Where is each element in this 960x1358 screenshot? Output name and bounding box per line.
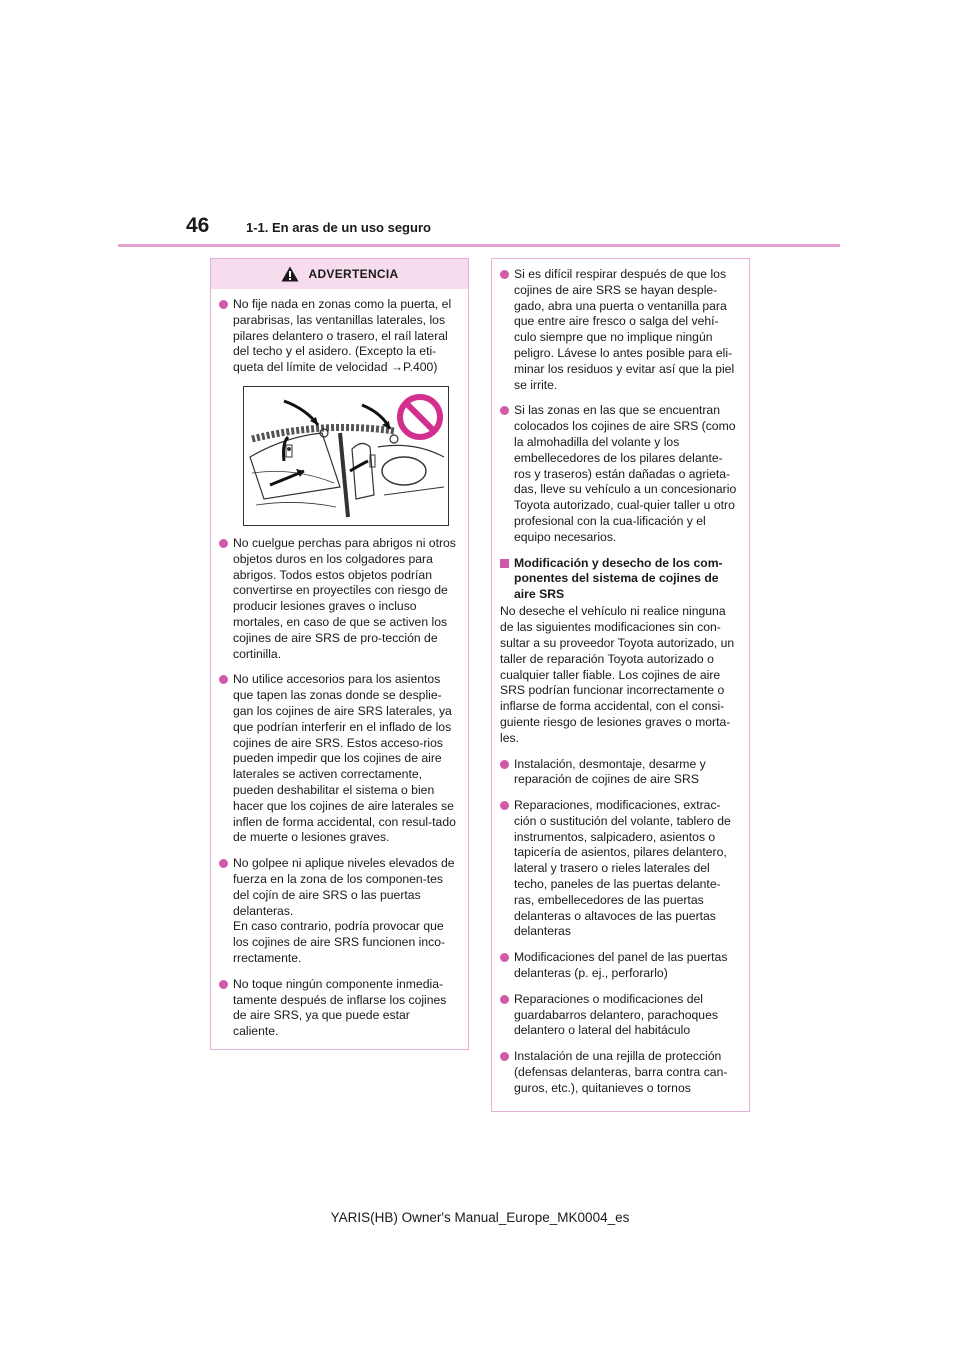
bullet-text: Si es difícil respirar después de que los cojines de aire SRS se hayan desple-gado, abra una puerta o ventanilla para que entre aire fresco o salga del vehí-culo siempre que no implique ningún peligro. Lávese lo antes posible para eli-minar los residuos y evitar así que la piel se irrite. bbox=[514, 267, 735, 392]
warning-title: ADVERTENCIA bbox=[308, 267, 399, 281]
prohibited-icon bbox=[396, 393, 444, 441]
footer-manual-id: YARIS(HB) Owner's Manual_Europe_MK0004_es bbox=[330, 1210, 630, 1225]
list-item bbox=[500, 267, 739, 393]
list-item bbox=[219, 977, 458, 1040]
list-item bbox=[219, 536, 458, 662]
airbag-warning-illustration bbox=[243, 386, 449, 526]
bullet-icon bbox=[500, 953, 509, 962]
bullet-text: No cuelgue perchas para abrigos ni otros objetos duros en los colgadores para abrigos. Todos estos objetos podrían convertirse en proyectiles con riesgo de producir lesiones graves o incluso mortales, en caso de que se activen los cojines de aire SRS de pro-tección de cortinilla. bbox=[233, 535, 456, 661]
bullet-text: Si las zonas en las que se encuentran colocados los cojines de aire SRS (como la almohadilla del volante y los embellecedores de los pilares delante-ros y traseros) están dañadas o agrieta-das, lleve su vehículo a un concesionario Toyota autorizado, cual-quier taller u otro profesional con la cua-lificación y el equipo necesarios. bbox=[514, 403, 737, 544]
paragraph: No deseche el vehículo ni realice ninguna de las siguientes modificaciones sin con-sultar a su proveedor Toyota autorizado, un taller de reparación Toyota autorizado o cualquier taller fiable. Los cojines de aire SRS podrían funcionar incorrectamente o inflarse de forma accidental, con el consi-guiente riesgo de lesiones graves o morta-les. bbox=[500, 604, 735, 745]
sub-heading-text: Modificación y desecho de los com-ponentes del sistema de cojines de aire SRS bbox=[514, 555, 723, 601]
list-item bbox=[500, 950, 739, 982]
list-item bbox=[219, 856, 458, 967]
list-item bbox=[500, 992, 739, 1039]
bullet-icon bbox=[500, 1052, 509, 1061]
bullet-icon bbox=[219, 675, 228, 684]
bullet-icon bbox=[219, 980, 228, 989]
warning-box-continued bbox=[491, 258, 750, 1112]
list-item bbox=[500, 798, 739, 940]
bullet-text: Reparaciones o modificaciones del guardabarros delantero, parachoques delantero o lateral del habitáculo bbox=[514, 991, 718, 1038]
bullet-text: Reparaciones, modificaciones, extrac-ción o sustitución del volante, tablero de instrumentos, salpicadero, asientos o tapicería de asientos, pilares delantero, lateral y trasero o rieles laterales del techo, paneles de las puertas delante-ras, embellecedores de las puertas delanteras o altavoces de las puertas delanteras bbox=[514, 798, 731, 939]
list-item bbox=[500, 403, 739, 545]
square-bullet-icon bbox=[500, 559, 509, 568]
list-item bbox=[500, 757, 739, 789]
bullet-icon bbox=[500, 406, 509, 415]
bullet-text: No toque ningún componente inmedia-tamente después de inflarse los cojines de aire SRS, ya que puede estar caliente. bbox=[233, 976, 447, 1039]
bullet-text-continued: En caso contrario, podría provocar que los cojines de aire SRS funcionen inco-rrectamente. bbox=[233, 919, 446, 965]
list-item bbox=[219, 297, 458, 376]
bullet-icon bbox=[500, 801, 509, 810]
bullet-text: No fije nada en zonas como la puerta, el parabrisas, las ventanillas laterales, los pilares delantero o trasero, el raíl lateral del techo y el asidero. (Excepto la eti-queta del límite de velocidad →P.400) bbox=[233, 297, 452, 375]
bullet-icon bbox=[219, 859, 228, 868]
bullet-icon bbox=[500, 270, 509, 279]
warning-triangle-icon bbox=[281, 266, 299, 282]
list-item bbox=[219, 672, 458, 846]
section-title: 1-1. En aras de un uso seguro bbox=[246, 220, 431, 235]
bullet-icon bbox=[500, 760, 509, 769]
warning-box bbox=[210, 258, 469, 1050]
list-item bbox=[500, 1049, 739, 1096]
bullet-text: Modificaciones del panel de las puertas delanteras (p. ej., perforarlo) bbox=[514, 950, 728, 981]
bullet-icon bbox=[219, 539, 228, 548]
bullet-text: No golpee ni aplique niveles elevados de fuerza en la zona de los componen-tes del cojín de aire SRS o las puertas delanteras. bbox=[233, 856, 455, 918]
bullet-text: Instalación de una rejilla de protección (defensas delanteras, barra contra can-guros, etc.), quitanieves o tornos bbox=[514, 1049, 728, 1095]
header-rule bbox=[118, 244, 840, 247]
bullet-icon bbox=[219, 300, 228, 309]
bullet-text: No utilice accesorios para los asientos que tapen las zonas donde se desplie-gan los cojines de aire SRS laterales, ya que podrían interferir en el inflado de los cojines de aire SRS. Estos acceso-rios pueden impedir que los cojines de aire laterales se activen correctamente, pueden deshabilitar el sistema o bien hacer que los cojines de aire laterales se inflen de forma accidental, con resul-tado de muerte o lesiones graves. bbox=[233, 672, 456, 845]
sub-heading bbox=[500, 556, 739, 603]
page-number: 46 bbox=[186, 214, 210, 237]
bullet-text: Instalación, desmontaje, desarme y reparación de cojines de aire SRS bbox=[514, 756, 706, 787]
warning-header bbox=[211, 259, 468, 289]
bullet-icon bbox=[500, 995, 509, 1004]
